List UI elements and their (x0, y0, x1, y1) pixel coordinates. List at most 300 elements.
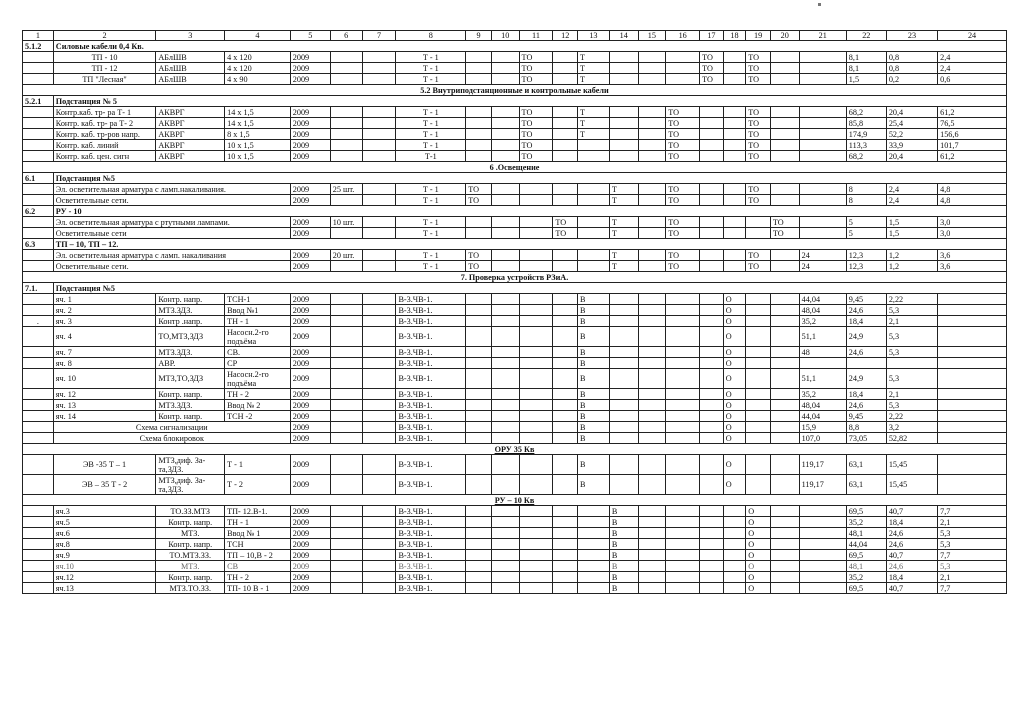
table-cell (799, 528, 846, 539)
table-cell (330, 539, 362, 550)
table-cell: ТО (519, 52, 553, 63)
table-cell: 4 х 120 (225, 63, 291, 74)
table-cell (491, 305, 519, 316)
table-cell: яч.8 (53, 539, 156, 550)
table-cell: 3,6 (938, 250, 1007, 261)
table-cell: 48,1 (846, 561, 886, 572)
section-row (23, 173, 1007, 184)
table-cell (362, 539, 396, 550)
table-cell: О (723, 433, 746, 444)
table-cell: 76,5 (938, 118, 1007, 129)
table-cell (700, 517, 724, 528)
table-cell: 156,6 (938, 129, 1007, 140)
table-cell (723, 184, 746, 195)
table-cell: Т-1 (396, 151, 466, 162)
table-cell (362, 305, 396, 316)
table-cell (466, 74, 492, 85)
table-cell (553, 411, 578, 422)
table-cell (799, 151, 846, 162)
table-cell (362, 561, 396, 572)
table-cell: Т (609, 217, 638, 228)
table-cell (700, 528, 724, 539)
table-cell (362, 369, 396, 389)
table-cell: ТО (666, 184, 700, 195)
table-cell: В-3.ЧВ-1. (396, 411, 466, 422)
table-cell (638, 129, 666, 140)
table-cell (466, 583, 492, 594)
table-cell (578, 539, 610, 550)
table-cell: 2009 (290, 561, 330, 572)
table-cell: 2,1 (886, 389, 937, 400)
table-cell (553, 506, 578, 517)
table-cell (362, 528, 396, 539)
column-number: 16 (666, 31, 700, 41)
table-cell: яч. 10 (53, 369, 156, 389)
table-cell: О (746, 550, 771, 561)
table-cell: 18,4 (886, 572, 937, 583)
table-cell (23, 294, 54, 305)
table-cell (638, 250, 666, 261)
table-cell (553, 140, 578, 151)
table-cell (23, 217, 54, 228)
table-cell (466, 475, 492, 495)
table-cell (466, 433, 492, 444)
table-cell (609, 411, 638, 422)
table-cell (330, 358, 362, 369)
table-cell (519, 583, 553, 594)
table-cell (553, 550, 578, 561)
table-cell: 35,2 (799, 389, 846, 400)
table-cell: ТП- 12.В-1. (225, 506, 291, 517)
table-cell: 69,5 (846, 583, 886, 594)
table-cell (770, 347, 799, 358)
table-cell (746, 389, 771, 400)
table-cell: МТЗ,ТО,ЗДЗ (156, 369, 225, 389)
table-cell (23, 129, 54, 140)
table-cell: В-3.ЧВ-1. (396, 369, 466, 389)
table-cell (491, 517, 519, 528)
table-cell: ТО (519, 107, 553, 118)
table-cell: яч. 13 (53, 400, 156, 411)
table-cell: 2,4 (886, 184, 937, 195)
table-cell (638, 583, 666, 594)
table-cell: АКВРГ (156, 118, 225, 129)
section-title: Силовые кабели 0,4 Кв. (53, 41, 1006, 52)
table-cell: В (578, 475, 610, 495)
table-cell: 2,4 (938, 63, 1007, 74)
table-cell (666, 433, 700, 444)
table-cell (491, 261, 519, 272)
table-cell: АКВРГ (156, 129, 225, 140)
table-cell: ТО (553, 217, 578, 228)
table-cell (700, 107, 724, 118)
table-cell (519, 228, 553, 239)
table-cell (330, 294, 362, 305)
table-cell: 24,6 (886, 561, 937, 572)
table-cell (770, 52, 799, 63)
table-cell: 40,7 (886, 506, 937, 517)
table-cell (799, 506, 846, 517)
table-cell: В (609, 506, 638, 517)
table-cell (770, 400, 799, 411)
table-cell (609, 305, 638, 316)
table-cell: СР (225, 358, 291, 369)
table-cell (362, 411, 396, 422)
table-cell: МТЗ.ЗДЗ. (156, 400, 225, 411)
table-cell: ТО (666, 118, 700, 129)
table-cell (746, 455, 771, 475)
table-cell: Эл. осветительная арматура с ртутными лампами. (53, 217, 290, 228)
table-cell (638, 140, 666, 151)
banner-row (23, 272, 1007, 283)
table-cell (23, 528, 54, 539)
table-cell: Эл. осветительная арматура с ламп.накаливания. (53, 184, 290, 195)
table-cell (700, 455, 724, 475)
table-cell: ТП - 10 (53, 52, 156, 63)
table-cell: АБлШВ (156, 52, 225, 63)
table-cell: ТО (746, 129, 771, 140)
table-cell (491, 118, 519, 129)
table-cell (362, 63, 396, 74)
table-cell (519, 572, 553, 583)
table-cell: В (578, 411, 610, 422)
table-cell: В (578, 358, 610, 369)
ru-10-row (23, 528, 1007, 539)
table-cell: 7,7 (938, 550, 1007, 561)
table-cell: Контр. каб. тр- ра Т- 2 (53, 118, 156, 129)
table-cell (609, 475, 638, 495)
table-cell: 10 х 1,5 (225, 140, 291, 151)
table-cell: 24 (799, 261, 846, 272)
table-cell (666, 305, 700, 316)
table-cell: 24,9 (846, 369, 886, 389)
column-number: 12 (553, 31, 578, 41)
relay-cell-row (23, 400, 1007, 411)
table-cell (638, 217, 666, 228)
table-cell: 10 х 1,5 (225, 151, 291, 162)
table-cell: О (723, 305, 746, 316)
table-cell: ТО (746, 195, 771, 206)
table-cell (362, 517, 396, 528)
table-cell: ТП- 10 В - 1 (225, 583, 291, 594)
table-cell: В (609, 572, 638, 583)
table-cell (938, 475, 1007, 495)
table-cell (466, 411, 492, 422)
table-cell: ТО (746, 74, 771, 85)
ru-10-row (23, 572, 1007, 583)
table-cell (519, 550, 553, 561)
table-cell (723, 550, 746, 561)
table-cell (330, 52, 362, 63)
table-cell (700, 433, 724, 444)
table-cell: Т (609, 228, 638, 239)
table-cell (553, 400, 578, 411)
table-cell (770, 327, 799, 347)
table-cell (638, 195, 666, 206)
table-cell: Контр .напр. (156, 316, 225, 327)
table-cell: 14 х 1,5 (225, 118, 291, 129)
table-cell (466, 305, 492, 316)
table-cell (466, 118, 492, 129)
table-cell (553, 184, 578, 195)
table-cell (330, 195, 362, 206)
table-cell (23, 561, 54, 572)
table-cell: 7.1. (23, 283, 54, 294)
table-cell (609, 389, 638, 400)
table-cell: 63,1 (846, 455, 886, 475)
table-cell (330, 400, 362, 411)
table-cell: 2009 (290, 358, 330, 369)
table-cell (362, 583, 396, 594)
table-cell (362, 400, 396, 411)
table-cell (23, 550, 54, 561)
table-cell (938, 369, 1007, 389)
table-cell: 6.1 (23, 173, 54, 184)
table-cell (638, 358, 666, 369)
table-cell (770, 358, 799, 369)
table-cell: 2009 (290, 400, 330, 411)
table-cell (799, 228, 846, 239)
table-cell (770, 572, 799, 583)
table-cell: ТО (519, 140, 553, 151)
table-cell: Ввод № 2 (225, 400, 291, 411)
table-cell: 2,22 (886, 294, 937, 305)
table-cell: 5.1.2 (23, 41, 54, 52)
table-cell (362, 316, 396, 327)
table-cell (799, 63, 846, 74)
table-cell: ТО (770, 217, 799, 228)
table-cell: Ввод № 1 (225, 528, 291, 539)
table-cell (938, 316, 1007, 327)
table-cell (466, 528, 492, 539)
table-cell (578, 561, 610, 572)
table-cell (638, 506, 666, 517)
table-cell (491, 327, 519, 347)
table-cell (666, 475, 700, 495)
table-cell (638, 228, 666, 239)
table-cell (519, 475, 553, 495)
table-cell (330, 151, 362, 162)
table-cell: ТО (666, 107, 700, 118)
table-cell (638, 517, 666, 528)
table-cell (23, 118, 54, 129)
table-cell: 2009 (290, 294, 330, 305)
table-cell: 2009 (290, 550, 330, 561)
table-cell (23, 228, 54, 239)
table-cell (330, 63, 362, 74)
table-cell (491, 411, 519, 422)
table-cell: яч. 3 (53, 316, 156, 327)
table-cell (746, 400, 771, 411)
table-cell (362, 506, 396, 517)
table-cell: О (723, 389, 746, 400)
table-cell (666, 389, 700, 400)
table-cell (638, 539, 666, 550)
table-cell (609, 422, 638, 433)
table-cell (638, 347, 666, 358)
column-number: 19 (746, 31, 771, 41)
table-cell: 8,8 (846, 422, 886, 433)
table-cell (519, 369, 553, 389)
table-cell: Т - 1 (396, 107, 466, 118)
table-cell (491, 528, 519, 539)
table-cell: 8,1 (846, 63, 886, 74)
table-cell (330, 118, 362, 129)
table-cell (466, 506, 492, 517)
table-cell: 1,2 (886, 250, 937, 261)
table-cell (330, 517, 362, 528)
table-cell (638, 455, 666, 475)
table-cell (938, 327, 1007, 347)
table-cell (770, 369, 799, 389)
table-cell: В-3.ЧВ-1. (396, 316, 466, 327)
table-cell (609, 400, 638, 411)
table-cell: В-3.ЧВ-1. (396, 433, 466, 444)
table-cell: Контр. напр. (156, 389, 225, 400)
table-cell (491, 561, 519, 572)
table-cell: ЭВ -35 Т – 1 (53, 455, 156, 475)
table-cell (770, 74, 799, 85)
table-cell: 119,17 (799, 475, 846, 495)
table-cell (466, 294, 492, 305)
table-cell: 24,6 (846, 347, 886, 358)
table-cell: яч.12 (53, 572, 156, 583)
table-cell (578, 217, 610, 228)
table-cell (330, 572, 362, 583)
table-cell: О (723, 358, 746, 369)
table-cell: яч.5 (53, 517, 156, 528)
table-cell: 5,3 (938, 528, 1007, 539)
table-cell (886, 358, 937, 369)
table-cell (330, 389, 362, 400)
cable-row (23, 118, 1007, 129)
table-cell (666, 528, 700, 539)
table-cell (770, 294, 799, 305)
table-cell (609, 369, 638, 389)
table-cell (799, 118, 846, 129)
table-cell: О (723, 475, 746, 495)
table-cell (609, 358, 638, 369)
table-cell: 61,2 (938, 151, 1007, 162)
table-cell (609, 118, 638, 129)
table-cell (638, 475, 666, 495)
table-cell (938, 400, 1007, 411)
table-cell: 24,6 (846, 305, 886, 316)
table-cell: ТО (746, 250, 771, 261)
table-cell (700, 261, 724, 272)
table-cell (770, 261, 799, 272)
relay-cell-row (23, 389, 1007, 400)
table-cell (330, 327, 362, 347)
table-cell: О (723, 400, 746, 411)
table-cell: ТН - 1 (225, 517, 291, 528)
table-cell: 5,3 (886, 400, 937, 411)
table-cell: 44,04 (799, 294, 846, 305)
table-cell (491, 228, 519, 239)
table-cell (491, 347, 519, 358)
table-cell: 113,3 (846, 140, 886, 151)
table-cell: 2009 (290, 129, 330, 140)
table-cell (938, 347, 1007, 358)
table-cell (362, 250, 396, 261)
table-cell: ТО.МТЗ.ЗЗ. (156, 550, 225, 561)
table-cell (746, 411, 771, 422)
section-heading: 7. Проверка устройств РЗиА. (23, 272, 1007, 283)
table-cell (578, 261, 610, 272)
table-cell: 2009 (290, 107, 330, 118)
table-cell: 2009 (290, 455, 330, 475)
table-cell (519, 539, 553, 550)
table-cell (666, 583, 700, 594)
table-cell: 0,6 (938, 74, 1007, 85)
table-cell (666, 550, 700, 561)
banner-row (23, 444, 1007, 455)
table-cell (770, 506, 799, 517)
table-cell: 40,7 (886, 550, 937, 561)
table-cell (491, 316, 519, 327)
table-cell (466, 517, 492, 528)
relay-cell-row (23, 411, 1007, 422)
table-cell: 48,04 (799, 305, 846, 316)
table-cell (666, 561, 700, 572)
table-cell (700, 195, 724, 206)
table-cell: Контр. напр. (156, 572, 225, 583)
table-cell (770, 140, 799, 151)
table-cell (23, 539, 54, 550)
table-cell: 25 шт. (330, 184, 362, 195)
table-cell: В-3.ЧВ-1. (396, 422, 466, 433)
table-cell: 35,2 (799, 316, 846, 327)
table-cell (770, 583, 799, 594)
table-cell (23, 52, 54, 63)
table-cell (466, 151, 492, 162)
table-cell: 2009 (290, 411, 330, 422)
section-row (23, 41, 1007, 52)
table-cell: ТО (666, 250, 700, 261)
table-cell (466, 129, 492, 140)
table-cell (23, 583, 54, 594)
table-cell: 48 (799, 347, 846, 358)
table-cell (491, 107, 519, 118)
table-cell: ТСН -2 (225, 411, 291, 422)
table-cell (700, 316, 724, 327)
table-cell: Т (578, 63, 610, 74)
table-cell: В (578, 347, 610, 358)
table-cell (799, 539, 846, 550)
table-cell: 63,1 (846, 475, 886, 495)
table-body (23, 31, 1007, 594)
table-cell (491, 506, 519, 517)
table-cell (466, 455, 492, 475)
banner-row (23, 162, 1007, 173)
table-cell (519, 184, 553, 195)
table-cell: Т (609, 195, 638, 206)
table-cell: . (23, 316, 54, 327)
table-cell (770, 316, 799, 327)
ru-10-row (23, 550, 1007, 561)
table-cell (723, 228, 746, 239)
table-cell: 1,2 (886, 261, 937, 272)
table-cell (553, 433, 578, 444)
table-cell: ТП – 10,В - 2 (225, 550, 291, 561)
table-cell: ТО (519, 151, 553, 162)
table-cell: В (578, 400, 610, 411)
table-cell (330, 347, 362, 358)
table-cell (491, 433, 519, 444)
table-cell: О (723, 327, 746, 347)
table-cell: О (746, 561, 771, 572)
section-row (23, 283, 1007, 294)
